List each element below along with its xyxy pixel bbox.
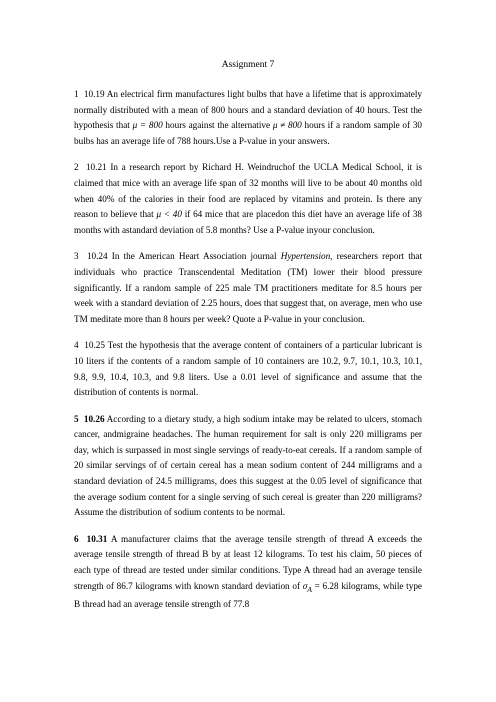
problem-text: if 64 mice that are placedon this diet have an average life of 38 months with astandard deviation of 5.8 months? Use a P-value inyour conclusion. [74,209,423,235]
problem-text: kilograms, while type B thread had an average tensile strength of 77.8 [74,580,422,610]
problem-text: Test the hypothesis that the average content of containers of a particular lubricant is 10 liters if the contents of a random sample of 10 containers are 10.2, 9.7, 10.1, 10.3, 10.1, 9.8, 9.9, 10.4, 10.3, and 9.8 liters. Use a 0.01 level of significance and assume that the distribution of contents is normal. [74,340,422,398]
problem-text: A manufacturer claims that the average tensile strength of thread A exceeds the average tensile strength of thread B by at least 12 kilograms. To test his claim, 50 pieces of each type of thread are tested under similar conditions. Type A thread had an average tensile strength of 86.7 kilograms with known standard deviation of [74,533,423,591]
problem-text: hours against the alternative [162,120,273,131]
problem-number: 6 [74,533,79,544]
problem-ref: 10.25 [84,340,105,351]
problem-5 [74,412,422,521]
problem-text: researchers report that individuals who practice Transcendental Meditation (TM) lower their blood pressure significantly. If a random sample of 225 male TM practitioners meditate for 8.5 hours per week with a standard deviation of 2.25 hours, does that suggest that, on average, men who use TM meditate more than 8 hours per week? Quote a P-value in your conclusion. [74,251,423,324]
problem-number: 3 [74,251,79,262]
math-expression: μ < 40 [156,209,182,220]
problem-number: 2 [74,162,79,173]
problem-text: According to a dietary study, a high sodium intake may be related to ulcers, stomach cancer, andmigraine headaches. The human requirement for salt is only 220 milligrams per day, which is surpassed in most single servings of ready-to-eat cereals. If a random sample of 20 similar servings of of certain cereal has a mean sodium content of 244 milligrams and a standard deviation of 24.5 milligrams, does this suggest at the 0.05 level of significance that the average sodium content for a single serving of such cereal is greater than 220 milligrams? Assume the distribution of sodium contents to be normal. [74,413,422,518]
journal-title: Hypertension, [280,251,333,262]
math-expression: μ = 800 [132,120,163,131]
problem-number: 1 [74,89,79,99]
problem-2 [74,160,422,238]
math-expression: μ ≠ 800 [272,120,302,131]
math-expression: = 6.28 [311,580,339,591]
problem-ref: 10.26 [83,413,105,424]
problem-number: 4 [74,340,79,351]
assignment-title: Assignment 7 [221,60,275,70]
problem-text: In a research report by Richard H. Weindruchof the UCLA Medical School, it is claimed that mice with an average life span of 32 months will live to be about 40 months old when 40% of the calories in their food are replaced by vitamins and protein. Is there any reason to believe that [74,162,423,220]
problem-number: 5 [74,413,79,424]
problem-text: An electrical firm manufactures light bulbs that have a lifetime that is approximately normally distributed with a mean of 800 hours and a standard deviation of 40 hours. Test the hypothesis that [74,89,423,131]
problem-4 [74,338,422,400]
problem-ref: 10.31 [86,533,108,544]
problem-ref: 10.24 [86,251,108,262]
problem-text: In the American Heart Association journal [111,251,281,262]
problem-ref: 10.19 [83,89,105,99]
problem-6 [74,532,422,613]
problem-list [74,87,422,624]
problem-3 [74,249,422,327]
problem-1 [74,87,422,149]
problem-text: hours if a random sample of 30 bulbs has an average life of 788 hours.Use a P-value in your answers. [74,120,423,146]
sigma-symbol: σ [302,580,308,591]
problem-ref: 10.21 [85,162,107,173]
sigma-subscript: A [307,584,312,594]
